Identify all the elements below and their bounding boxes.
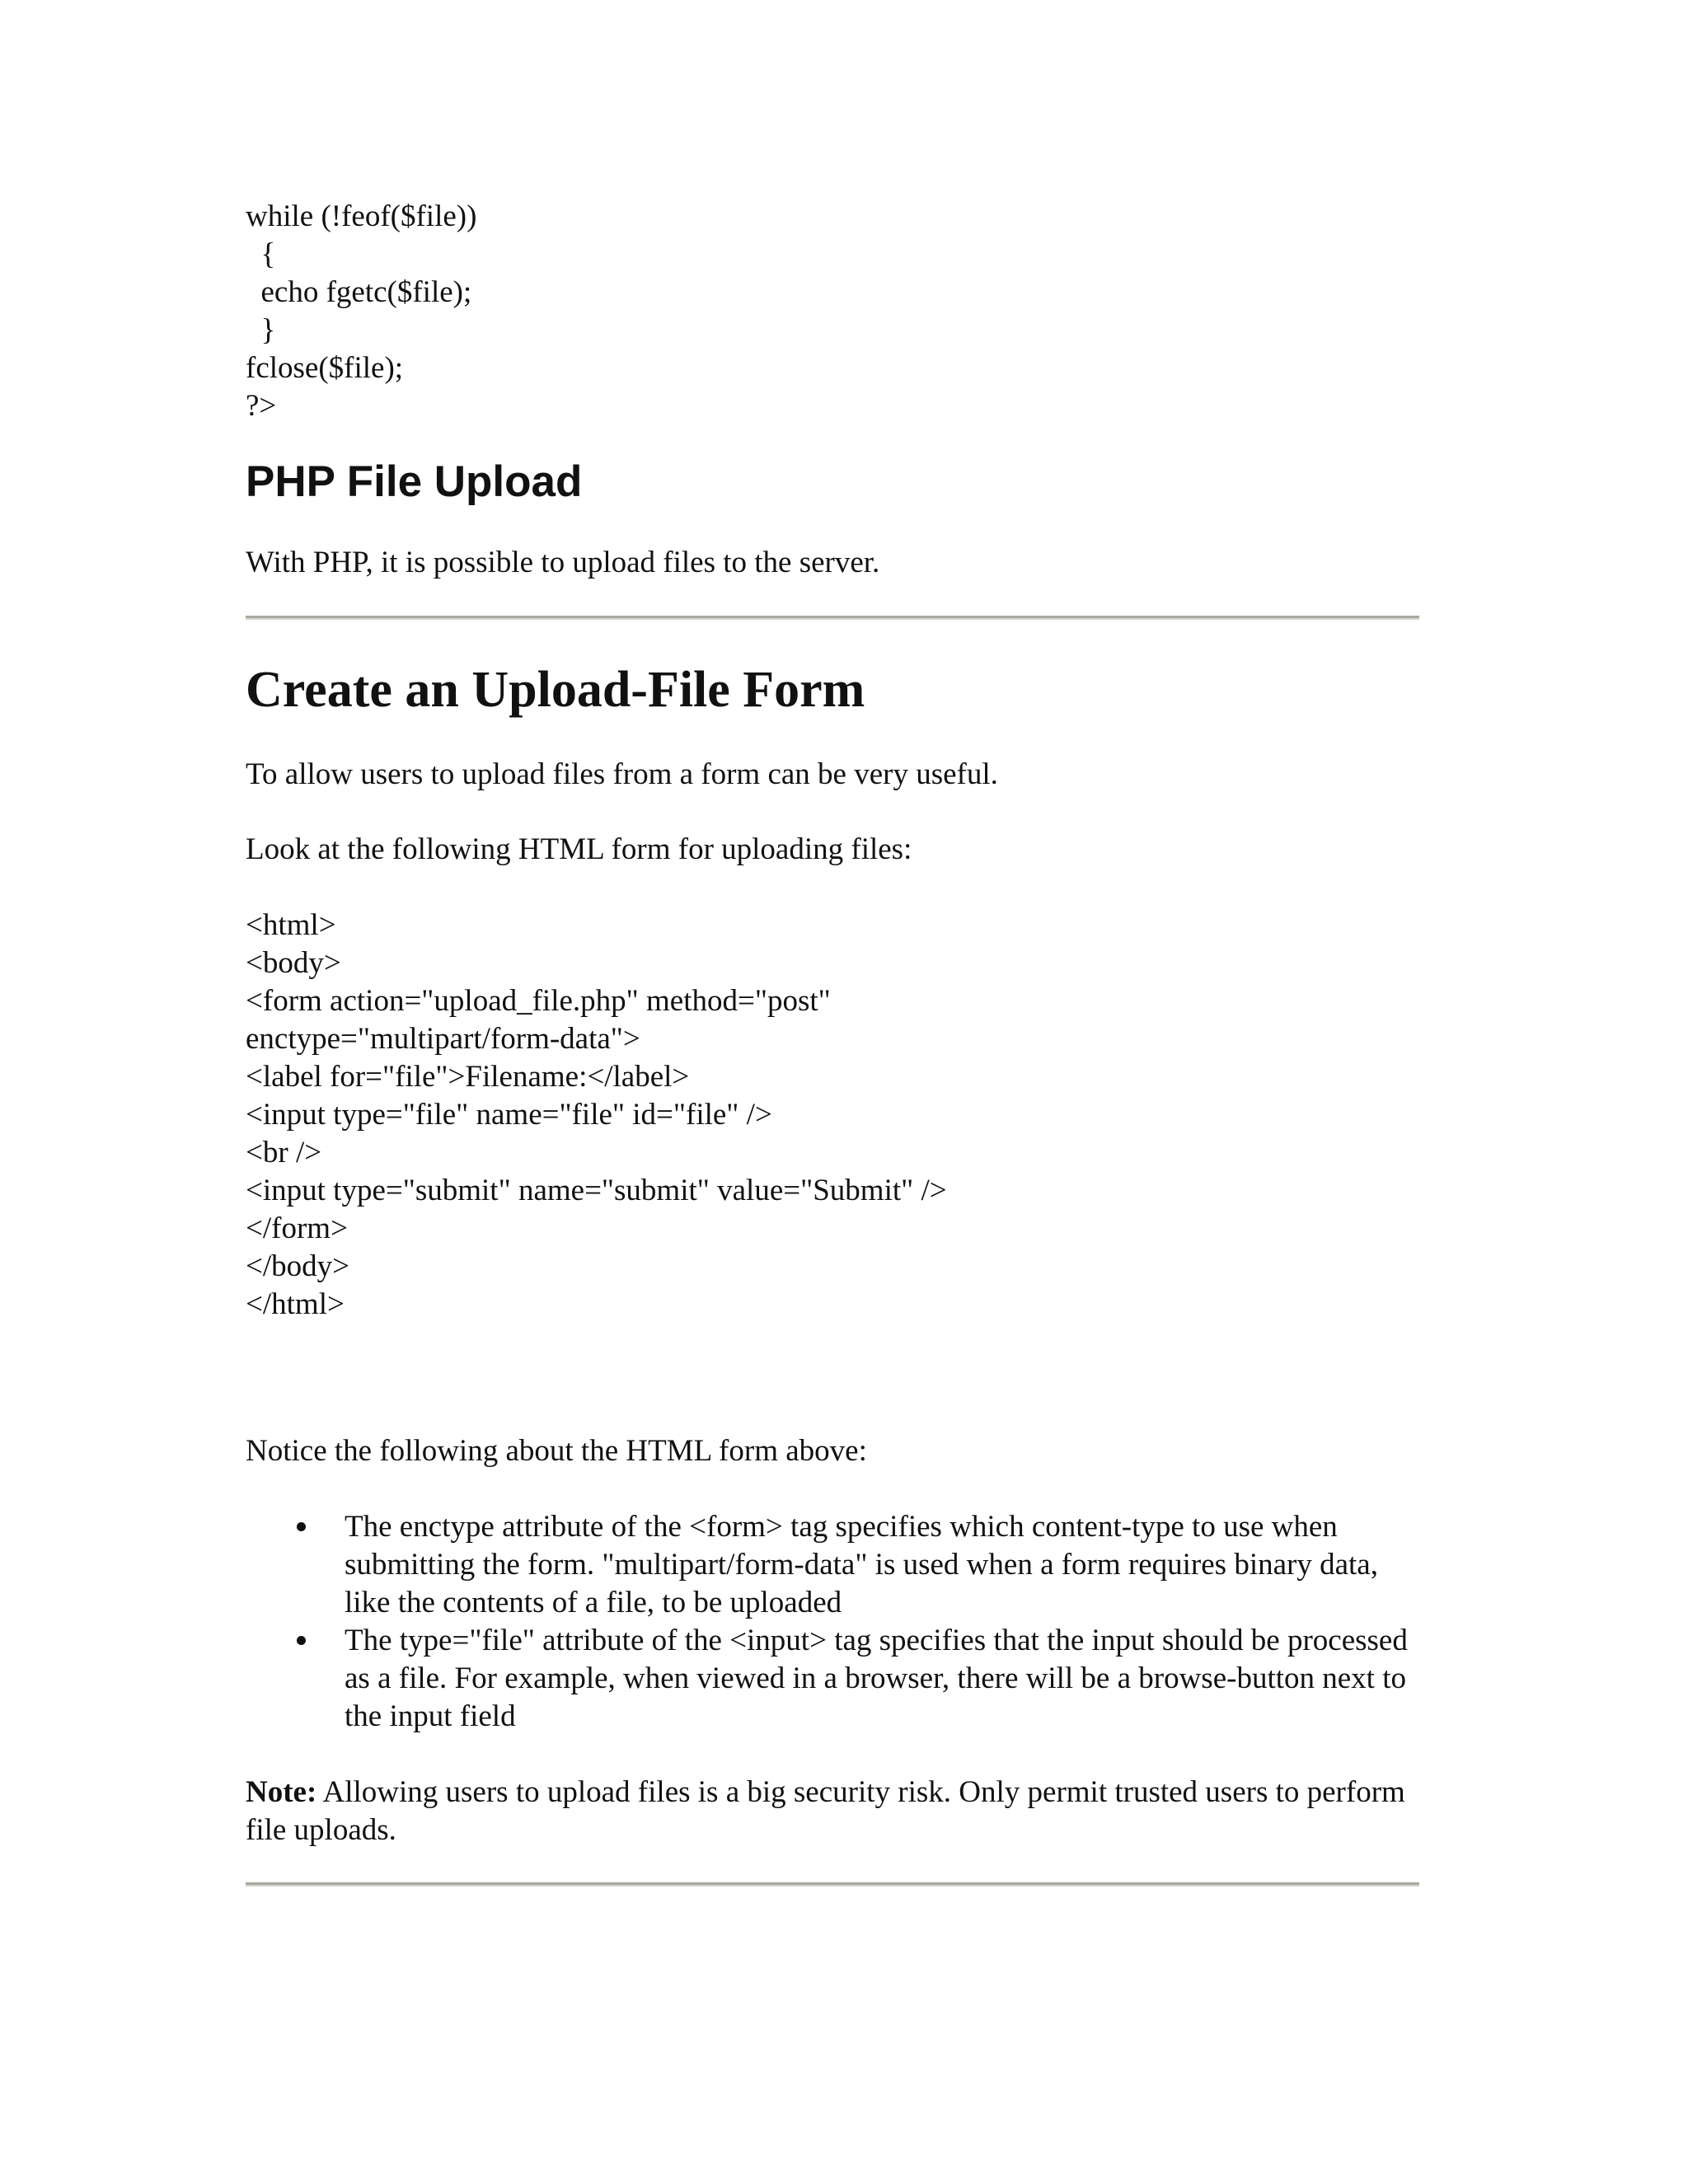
code-line: } xyxy=(246,313,276,347)
code-line: ?> xyxy=(246,389,277,423)
paragraph: To allow users to upload files from a form can be very useful. xyxy=(246,757,998,791)
code-line: </html> xyxy=(246,1287,345,1321)
code-line: </form> xyxy=(246,1212,348,1245)
html-form-code-block xyxy=(246,907,947,1324)
section-heading-upload-form: Create an Upload-File Form xyxy=(246,662,865,718)
security-note xyxy=(246,1774,1419,1849)
code-line: <form action="upload_file.php" method="post" xyxy=(246,984,831,1018)
list-item xyxy=(246,1508,1424,1622)
horizontal-divider xyxy=(246,1882,1419,1886)
bullet-list xyxy=(246,1508,1424,1736)
code-line: <html> xyxy=(246,908,336,942)
section-heading-php-file-upload: PHP File Upload xyxy=(246,457,583,506)
code-line: echo fgetc($file); xyxy=(246,275,472,309)
code-line: fclose($file); xyxy=(246,351,404,385)
code-line: <label for="file">Filename:</label> xyxy=(246,1060,690,1094)
code-snippet-top xyxy=(246,198,476,425)
code-line: <input type="file" name="file" id="file" /> xyxy=(246,1098,772,1132)
code-line: { xyxy=(246,237,276,271)
code-line: enctype="multipart/form-data"> xyxy=(246,1022,640,1056)
code-line: <body> xyxy=(246,946,341,980)
horizontal-divider xyxy=(246,616,1419,620)
list-item-text: The enctype attribute of the <form> tag specifies which content-type to use when submitting the form. "multipart/form-data" is used when a form requires binary data, like the contents of a file, to be uploaded xyxy=(345,1510,1378,1619)
paragraph: Look at the following HTML form for uploading files: xyxy=(246,832,912,866)
code-line: </body> xyxy=(246,1249,350,1283)
bullet-icon xyxy=(297,1636,306,1645)
intro-paragraph: With PHP, it is possible to upload files to the server. xyxy=(246,546,880,579)
paragraph: Notice the following about the HTML form above: xyxy=(246,1434,867,1468)
note-text: Allowing users to upload files is a big security risk. Only permit trusted users to perform file uploads. xyxy=(246,1775,1405,1847)
list-item xyxy=(246,1622,1424,1736)
list-item-text: The type="file" attribute of the <input> tag specifies that the input should be processed as a file. For example, when viewed in a browser, there will be a browse-button next to the input field xyxy=(345,1624,1408,1733)
code-line: while (!feof($file)) xyxy=(246,199,477,233)
code-line: <br /> xyxy=(246,1136,322,1169)
note-label: Note: xyxy=(246,1775,317,1809)
code-line: <input type="submit" name="submit" value="Submit" /> xyxy=(246,1174,947,1207)
bullet-icon xyxy=(297,1522,306,1531)
